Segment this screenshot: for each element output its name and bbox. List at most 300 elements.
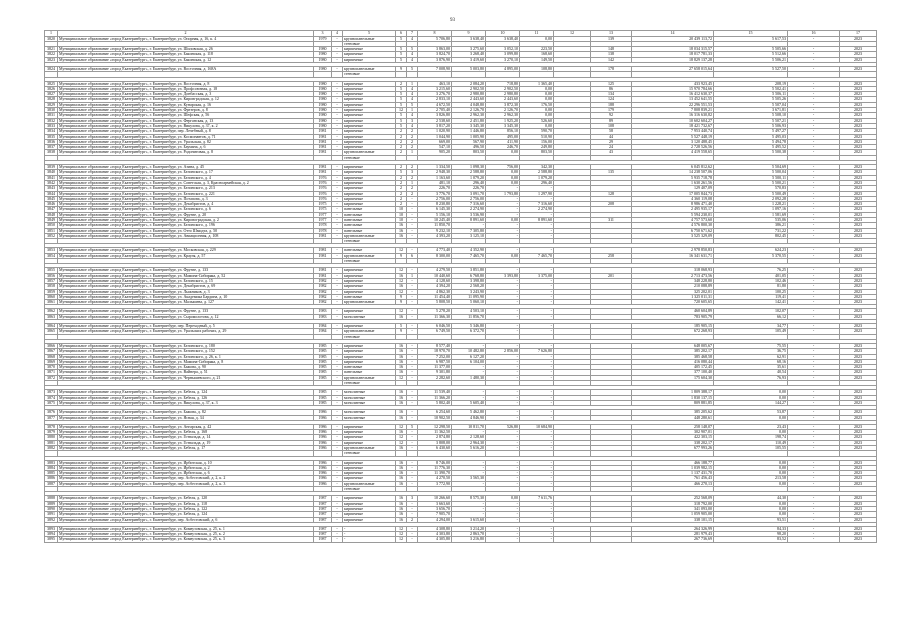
table-cell: 496,50 bbox=[452, 145, 486, 150]
table-cell: 2023 bbox=[840, 228, 877, 233]
table-cell: 6 145,30 bbox=[418, 207, 452, 212]
wall-material-continuation: стеновые bbox=[343, 259, 396, 264]
table-cell: 2 962,30 bbox=[486, 113, 520, 118]
table-cell: - bbox=[788, 300, 840, 305]
table-cell: 2023 bbox=[840, 36, 877, 41]
wall-material-continuation: стеновые bbox=[343, 451, 396, 456]
table-cell: - bbox=[407, 349, 418, 354]
table-cell: - bbox=[520, 440, 554, 445]
table-cell: - bbox=[407, 289, 418, 294]
table-cell: 1981 bbox=[314, 268, 332, 273]
table-cell: 12 bbox=[396, 248, 407, 253]
table-cell: 342,30 bbox=[520, 165, 554, 170]
table-cell: Муниципальное образование «город Екатеринбург», г. Екатеринбург, ул. Декабристов, д. 69 bbox=[58, 284, 314, 289]
table-cell: - bbox=[520, 186, 554, 191]
table-cell: 2 538,60 bbox=[418, 118, 452, 123]
table-cell: 1987 bbox=[314, 496, 332, 501]
table-cell: 311 bbox=[591, 218, 632, 223]
table-cell: - bbox=[486, 471, 520, 476]
table-cell: 76,25 bbox=[714, 268, 788, 273]
table-cell: 4 672,50 bbox=[418, 102, 452, 107]
table-cell: - bbox=[788, 481, 840, 486]
table-cell: - bbox=[788, 537, 840, 542]
table-cell: крупнопанельные bbox=[343, 66, 396, 71]
table-cell: - bbox=[788, 139, 840, 144]
column-header: 2 bbox=[58, 31, 314, 37]
table-cell: 4 862,30 bbox=[418, 289, 452, 294]
table-cell: Муниципальное образование «город Екатеринбург», г. Екатеринбург, ул. Донбасская, д. 3 bbox=[58, 92, 314, 97]
table-cell: 535,06 bbox=[714, 218, 788, 223]
table-cell: 2023 bbox=[840, 191, 877, 196]
table-cell: 11 366,30 bbox=[418, 314, 452, 319]
table-cell: 803,50 bbox=[452, 150, 486, 155]
table-cell: 5 605,40 bbox=[452, 400, 486, 405]
table-cell: 36,75 bbox=[714, 349, 788, 354]
table-cell: - bbox=[332, 170, 343, 175]
table-cell: 4 048,80 bbox=[452, 102, 486, 107]
table-cell: - bbox=[788, 175, 840, 180]
table-cell: - bbox=[520, 309, 554, 314]
table-cell: 856,10 bbox=[486, 129, 520, 134]
table-cell: панельные bbox=[343, 248, 396, 253]
table-cell: 1987 bbox=[314, 506, 332, 511]
table-cell: 2023 bbox=[840, 314, 877, 319]
housing-register-table bbox=[44, 30, 877, 543]
table-cell: крупнопанельные bbox=[343, 375, 396, 380]
table-cell: Муниципальное образование «город Екатеринбург», г. Екатеринбург, ул. Ирбитская, д. 2 bbox=[58, 465, 314, 470]
table-cell: 12 bbox=[396, 289, 407, 294]
column-header: 4 bbox=[332, 31, 343, 37]
column-header: 6 bbox=[396, 31, 407, 37]
table-cell: 1 446,80 bbox=[452, 129, 486, 134]
table-cell: - bbox=[788, 532, 840, 537]
table-cell: 7 316,60 bbox=[452, 202, 486, 207]
table-cell: - bbox=[407, 501, 418, 506]
table-cell: 17 005 844,73 bbox=[632, 191, 714, 196]
table-cell: 3835 bbox=[45, 134, 58, 139]
table-cell: - bbox=[520, 329, 554, 334]
table-cell: - bbox=[486, 440, 520, 445]
table-cell: 3 120 488,45 bbox=[632, 139, 714, 144]
table-cell: - bbox=[332, 52, 343, 57]
table-cell: 3867 bbox=[45, 349, 58, 354]
table-cell: - bbox=[486, 309, 520, 314]
table-cell: Муниципальное образование «город Екатеринбург», г. Екатеринбург, ул. Академика Бардина, д. 10 bbox=[58, 294, 314, 299]
table-cell: 12 bbox=[396, 309, 407, 314]
table-cell: Муниципальное образование «город Екатеринбург», г. Екатеринбург, ул. Бакинская, д. 118 bbox=[58, 52, 314, 57]
table-cell: 4 bbox=[407, 123, 418, 128]
table-cell: 16 bbox=[396, 233, 407, 238]
table-cell: 0,00 bbox=[486, 150, 520, 155]
table-cell: - bbox=[486, 207, 520, 212]
table-cell: 386,21 bbox=[714, 223, 788, 228]
table-cell: 718,80 bbox=[486, 81, 520, 86]
table-cell: Муниципальное образование «город Екатеринбург», г. Екатеринбург, ул. Бебеля, д. 126 bbox=[58, 395, 314, 400]
table-cell: 1977 bbox=[314, 218, 332, 223]
table-cell: 3876 bbox=[45, 410, 58, 415]
table-cell: 2023 bbox=[840, 465, 877, 470]
table-cell: - bbox=[788, 253, 840, 258]
table-cell: - bbox=[452, 430, 486, 435]
table-cell: 731,22 bbox=[714, 228, 788, 233]
table-cell: 3879 bbox=[45, 430, 58, 435]
table-cell: 0,00 bbox=[714, 430, 788, 435]
table-cell: - bbox=[486, 476, 520, 481]
table-cell: - bbox=[332, 300, 343, 305]
table-cell: 3859 bbox=[45, 289, 58, 294]
table-cell: 567,90 bbox=[452, 139, 486, 144]
table-cell: 6 045 812,62 bbox=[632, 165, 714, 170]
table-cell: 1 bbox=[407, 150, 418, 155]
table-cell: - bbox=[407, 481, 418, 486]
table-cell: 213,58 bbox=[714, 476, 788, 481]
table-cell: - bbox=[520, 354, 554, 359]
table-cell: - bbox=[332, 212, 343, 217]
table-cell: 22 296 551,53 bbox=[632, 102, 714, 107]
table-cell: 16 bbox=[396, 359, 407, 364]
table-cell: 13 452 641,55 bbox=[632, 97, 714, 102]
table-cell: Муниципальное образование «город Екатеринбург», г. Екатеринбург, пер. Асбестовский, д. 2, к. 2 bbox=[58, 476, 314, 481]
table-cell: 1986 bbox=[314, 430, 332, 435]
table-cell: 12 bbox=[396, 537, 407, 542]
table-cell: 385 202,17 bbox=[632, 349, 714, 354]
table-cell: - bbox=[788, 228, 840, 233]
table-cell: 108 bbox=[591, 123, 632, 128]
table-cell: - bbox=[407, 268, 418, 273]
table-cell: 3841 bbox=[45, 175, 58, 180]
table-cell: Муниципальное образование «город Екатеринбург», г. Екатеринбург, ул. Чернышевского, д. 21 bbox=[58, 375, 314, 380]
table-cell: 0,00 bbox=[486, 180, 520, 185]
table-cell: 1 bbox=[407, 180, 418, 185]
table-cell: 2 bbox=[396, 139, 407, 144]
table-cell: 2 705,40 bbox=[418, 108, 452, 113]
table-cell: - bbox=[788, 113, 840, 118]
table-cell: 2023 bbox=[840, 435, 877, 440]
table-cell: 2023 bbox=[840, 476, 877, 481]
table-cell: 1 925,20 bbox=[486, 118, 520, 123]
page-number: 93 bbox=[450, 18, 455, 23]
table-cell: 302 907,01 bbox=[632, 430, 714, 435]
table-cell: 4 360 119,08 bbox=[632, 196, 714, 201]
table-cell: - bbox=[452, 343, 486, 348]
table-cell: - bbox=[520, 435, 554, 440]
table-cell: Муниципальное образование «город Екатеринбург», г. Екатеринбург, ул. Восточная, д. 8 bbox=[58, 81, 314, 86]
table-cell: - bbox=[788, 375, 840, 380]
table-cell: - bbox=[788, 400, 840, 405]
table-cell: Муниципальное образование «город Екатеринбург», г. Екатеринбург, ул. Лыжников, д. 3 bbox=[58, 289, 314, 294]
table-cell: 16 bbox=[396, 476, 407, 481]
table-cell: 1987 bbox=[314, 526, 332, 531]
table-cell: 11 850,70 bbox=[418, 223, 452, 228]
table-cell: 15 970 784,66 bbox=[632, 86, 714, 91]
table-cell: 3823 bbox=[45, 57, 58, 62]
table-cell: 2023 bbox=[840, 212, 877, 217]
table-cell: Муниципальное образование «город Екатеринбург», г. Екатеринбург, ул. Готвальда, д. 19 bbox=[58, 440, 314, 445]
table-cell: 16 bbox=[396, 343, 407, 348]
table-cell: 3 638,40 bbox=[486, 36, 520, 41]
table-cell: Муниципальное образование «город Екатеринбург», г. Екатеринбург, ул. Бебеля, д. 168 bbox=[58, 430, 314, 435]
table-cell: 466 188,77 bbox=[632, 460, 714, 465]
table-cell: 1980 bbox=[314, 123, 332, 128]
table-cell: 2 856,00 bbox=[486, 349, 520, 354]
table-cell: - bbox=[332, 108, 343, 113]
table-cell: 3861 bbox=[45, 300, 58, 305]
column-header: 16 bbox=[788, 31, 840, 37]
table-cell: 1981 bbox=[314, 248, 332, 253]
table-cell: 2023 bbox=[840, 471, 877, 476]
table-cell: 3827 bbox=[45, 92, 58, 97]
table-cell: 8 891,60 bbox=[452, 218, 486, 223]
table-cell: 1 097,16 bbox=[714, 207, 788, 212]
table-cell: 2 902,50 bbox=[452, 86, 486, 91]
table-cell: - bbox=[486, 370, 520, 375]
table-cell: 761 456,43 bbox=[632, 476, 714, 481]
table-cell: 3853 bbox=[45, 248, 58, 253]
table-cell: 2023 bbox=[840, 278, 877, 283]
table-cell: 11 362,50 bbox=[418, 430, 452, 435]
table-cell: - bbox=[407, 476, 418, 481]
table-cell: 176,50 bbox=[520, 102, 554, 107]
table-cell: 6 749,50 bbox=[418, 329, 452, 334]
table-cell: 2023 bbox=[840, 66, 877, 71]
table-cell: 139 bbox=[591, 36, 632, 41]
table-cell: 7 953 440,74 bbox=[632, 129, 714, 134]
table-cell: 1986 bbox=[314, 460, 332, 465]
table-cell: - bbox=[332, 314, 343, 319]
table-cell: 5 512,66 bbox=[714, 52, 788, 57]
table-cell: 2 126,70 bbox=[486, 108, 520, 113]
table-cell: 7 316,60 bbox=[520, 202, 554, 207]
table-cell: Муниципальное образование «город Екатеринбург», г. Екатеринбург, ул. Бебеля, д. 122 bbox=[58, 506, 314, 511]
table-cell: 5 506,11 bbox=[714, 92, 788, 97]
table-cell: 2023 bbox=[840, 81, 877, 86]
table-cell: - bbox=[332, 424, 343, 429]
table-cell: 416 080,44 bbox=[632, 359, 714, 364]
table-cell: - bbox=[332, 410, 343, 415]
table-cell: Муниципальное образование «город Екатеринбург», г. Екатеринбург, ул. Мамина-Сибиряка, д. 52 bbox=[58, 273, 314, 278]
table-cell: 2 084,20 bbox=[452, 81, 486, 86]
table-cell: 2023 bbox=[840, 268, 877, 273]
table-cell: 1982 bbox=[314, 300, 332, 305]
table-cell: 2023 bbox=[840, 329, 877, 334]
table-cell: 5 bbox=[396, 52, 407, 57]
table-cell: 1980 bbox=[314, 66, 332, 71]
table-cell: 3883 bbox=[45, 460, 58, 465]
wall-material-continuation: стеновые bbox=[343, 334, 396, 339]
table-cell: 1981 bbox=[314, 253, 332, 258]
table-cell: 16 bbox=[396, 284, 407, 289]
table-cell: Муниципальное образование «город Екатеринбург», г. Екатеринбург, пер. Асбестовский, д. 6 bbox=[58, 517, 314, 522]
table-cell: - bbox=[407, 329, 418, 334]
table-cell: 5 495,03 bbox=[714, 134, 788, 139]
table-cell: - bbox=[788, 309, 840, 314]
table-cell: Муниципальное образование «город Екатеринбург», г. Екатеринбург, ул. Белинского, д. 17 bbox=[58, 170, 314, 175]
table-cell: 1976 bbox=[314, 191, 332, 196]
table-cell: 1982 bbox=[314, 284, 332, 289]
table-cell: 2 bbox=[396, 129, 407, 134]
table-cell: - bbox=[520, 415, 554, 420]
table-cell: 16 bbox=[396, 496, 407, 501]
table-cell: 2 568,20 bbox=[452, 284, 486, 289]
table-cell: 2 bbox=[407, 186, 418, 191]
table-cell: 2023 bbox=[840, 430, 877, 435]
table-cell: Муниципальное образование «город Екатеринбург», г. Екатеринбург, ул. Ирбитская, д. 6 bbox=[58, 471, 314, 476]
table-cell: - bbox=[486, 314, 520, 319]
table-cell: 43 bbox=[591, 150, 632, 155]
table-cell: - bbox=[486, 223, 520, 228]
table-cell: - bbox=[788, 424, 840, 429]
table-cell: Муниципальное образование «город Екатеринбург», г. Екатеринбург, ул. Белинского, д. 6 bbox=[58, 207, 314, 212]
table-cell: 208,19 bbox=[714, 81, 788, 86]
table-cell: кирпичные bbox=[343, 460, 396, 465]
table-cell: 3 876,90 bbox=[418, 57, 452, 62]
table-cell: 11 856,70 bbox=[452, 314, 486, 319]
table-cell: 0,00 bbox=[520, 97, 554, 102]
table-cell: 0,00 bbox=[714, 390, 788, 395]
table-cell: 16 bbox=[396, 506, 407, 511]
table-cell: - bbox=[520, 268, 554, 273]
table-cell: 0,00 bbox=[520, 113, 554, 118]
table-cell: 1985 bbox=[314, 343, 332, 348]
table-cell: 2023 bbox=[840, 218, 877, 223]
table-cell: 3831 bbox=[45, 113, 58, 118]
table-cell: 0,00 bbox=[714, 512, 788, 517]
table-cell: - bbox=[407, 370, 418, 375]
table-cell: 4 128,60 bbox=[418, 278, 452, 283]
table-cell: 1981 bbox=[314, 165, 332, 170]
table-cell: 1985 bbox=[314, 400, 332, 405]
table-cell: 8 577,40 bbox=[418, 343, 452, 348]
table-cell: 3878 bbox=[45, 424, 58, 429]
table-cell: 8 300,00 bbox=[418, 253, 452, 258]
table-cell: - bbox=[520, 300, 554, 305]
table-cell: 3874 bbox=[45, 395, 58, 400]
table-cell: монолитные bbox=[343, 314, 396, 319]
table-cell: 10 902,50 bbox=[418, 415, 452, 420]
table-cell: - bbox=[788, 289, 840, 294]
table-cell: - bbox=[520, 481, 554, 486]
table-cell: кирпичные bbox=[343, 324, 396, 329]
table-cell: Муниципальное образование «город Екатеринбург», г. Екатеринбург, ул. Потапова, д. 3 bbox=[58, 196, 314, 201]
table-cell: 7 626,80 bbox=[520, 349, 554, 354]
table-cell: 10 684,90 bbox=[520, 424, 554, 429]
table-cell: 5 506,93 bbox=[714, 123, 788, 128]
table-cell: 3 419,60 bbox=[452, 57, 486, 62]
table-cell: - bbox=[486, 329, 520, 334]
table-cell: Муниципальное образование «город Екатеринбург», г. Екатеринбург, ул. Фрунзе, д. 133 bbox=[58, 309, 314, 314]
table-cell: Муниципальное образование «город Екатеринбург», г. Екатеринбург, ул. Бажова, д. 82 bbox=[58, 410, 314, 415]
table-cell: 5 bbox=[407, 102, 418, 107]
table-cell: кирпичные bbox=[343, 92, 396, 97]
table-cell: 178 bbox=[591, 66, 632, 71]
table-cell: 129 407,09 bbox=[632, 186, 714, 191]
table-cell: - bbox=[332, 501, 343, 506]
table-cell: 3 276,70 bbox=[418, 92, 452, 97]
table-cell: - bbox=[788, 86, 840, 91]
table-cell: Муниципальное образование «город Екатеринбург», г. Екатеринбург, ул. Профсоюзная, д. 18 bbox=[58, 86, 314, 91]
table-cell: 3837 bbox=[45, 145, 58, 150]
table-cell: 1982 bbox=[314, 289, 332, 294]
table-cell: - bbox=[407, 284, 418, 289]
table-cell: - bbox=[520, 465, 554, 470]
table-cell: 0,00 bbox=[520, 92, 554, 97]
table-cell: 66,12 bbox=[714, 314, 788, 319]
table-cell: Муниципальное образование «город Екатеринбург», г. Екатеринбург, ул. Декабристов, д. 4 bbox=[58, 202, 314, 207]
table-cell: 1985 bbox=[314, 375, 332, 380]
table-cell: 2023 bbox=[840, 207, 877, 212]
table-cell: Муниципальное образование «город Екатеринбург», г. Екатеринбург, ул. Бебеля, д. 17 bbox=[58, 445, 314, 450]
table-cell: 3890 bbox=[45, 506, 58, 511]
table-cell: 110,49 bbox=[714, 440, 788, 445]
table-cell: 8 891,60 bbox=[520, 218, 554, 223]
table-cell: 2023 bbox=[840, 300, 877, 305]
table-cell: - bbox=[332, 294, 343, 299]
table-cell: 2023 bbox=[840, 424, 877, 429]
table-cell: - bbox=[332, 97, 343, 102]
table-cell: 1 137 431,70 bbox=[632, 471, 714, 476]
table-cell: - bbox=[332, 526, 343, 531]
table-cell: 3873 bbox=[45, 390, 58, 395]
table-cell: - bbox=[343, 526, 396, 531]
table-cell: 10 245,40 bbox=[418, 218, 452, 223]
table-cell: 3855 bbox=[45, 268, 58, 273]
table-cell: 2023 bbox=[840, 196, 877, 201]
table-cell: кирпичные bbox=[343, 354, 396, 359]
table-cell: 1980 bbox=[314, 47, 332, 52]
table-cell: - bbox=[520, 501, 554, 506]
table-cell: 1978 bbox=[314, 223, 332, 228]
table-cell: 1976 bbox=[314, 186, 332, 191]
table-cell: 5 500,38 bbox=[714, 150, 788, 155]
table-cell: 208 bbox=[591, 202, 632, 207]
table-cell: кирпичные bbox=[343, 139, 396, 144]
table-cell: 1986 bbox=[314, 445, 332, 450]
table-cell: 12 bbox=[396, 268, 407, 273]
table-cell: монолитные bbox=[343, 415, 396, 420]
table-cell: - bbox=[520, 526, 554, 531]
table-cell: 296,40 bbox=[452, 180, 486, 185]
table-cell: - bbox=[452, 395, 486, 400]
table-cell: 1981 bbox=[314, 139, 332, 144]
table-cell: 16 bbox=[396, 400, 407, 405]
table-cell: панельные bbox=[343, 370, 396, 375]
table-cell: 1 297,90 bbox=[520, 191, 554, 196]
table-cell: 226,70 bbox=[452, 186, 486, 191]
table-cell: 2023 bbox=[840, 395, 877, 400]
table-cell: 3 826,80 bbox=[418, 113, 452, 118]
table-cell: Муниципальное образование «город Екатеринбург», г. Екатеринбург, ул. Космонавтов, д. 71 bbox=[58, 134, 314, 139]
table-cell: 3 536,90 bbox=[452, 212, 486, 217]
table-cell: 802,45 bbox=[714, 233, 788, 238]
table-cell: 672 268,93 bbox=[632, 329, 714, 334]
table-cell: 3 671,81 bbox=[714, 108, 788, 113]
table-cell: кирпичные bbox=[343, 186, 396, 191]
table-cell: 1987 bbox=[314, 501, 332, 506]
table-cell: Муниципальное образование «город Екатеринбург», г. Екатеринбург, ул. Вайнера, д. 51 bbox=[58, 370, 314, 375]
table-cell: 3864 bbox=[45, 324, 58, 329]
table-cell: - bbox=[788, 223, 840, 228]
table-cell: - bbox=[332, 175, 343, 180]
table-cell: - bbox=[407, 415, 418, 420]
table-cell: 3868 bbox=[45, 354, 58, 359]
table-cell: 3857 bbox=[45, 278, 58, 283]
table-cell: 3 091,70 bbox=[452, 191, 486, 196]
table-cell: монолитные bbox=[343, 400, 396, 405]
table-cell: - bbox=[486, 501, 520, 506]
table-cell: 0,00 bbox=[714, 415, 788, 420]
table-cell: - bbox=[486, 294, 520, 299]
table-cell: 3834 bbox=[45, 129, 58, 134]
